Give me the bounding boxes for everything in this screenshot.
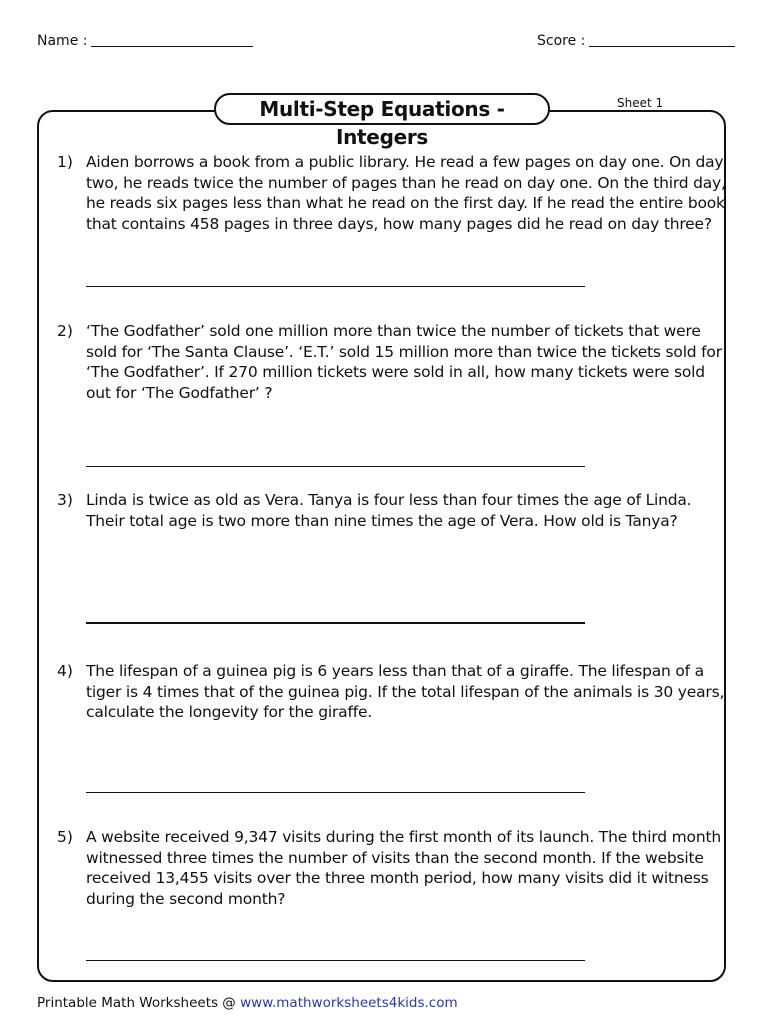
name-field: [37, 33, 253, 49]
score-blank-line: [589, 46, 735, 47]
answer-line-4: [86, 792, 585, 793]
answer-line-3: [86, 622, 585, 624]
answer-line-2: [86, 466, 585, 467]
question-number: 1): [57, 153, 73, 171]
answer-line-5: [86, 960, 585, 961]
question-number: 5): [57, 828, 73, 846]
footer-link[interactable]: www.mathworksheets4kids.com: [240, 995, 458, 1011]
answer-line-1: [86, 286, 585, 287]
question-text: The lifespan of a guinea pig is 6 years less than that of a giraffe. The lifespan of a tiger is 4 times that of the guinea pig. If the total lifespan of the animals is 30 years, calculate the longevity for the giraffe.: [86, 662, 725, 721]
sheet-label: Sheet 1: [617, 96, 664, 110]
name-label: Name :: [37, 33, 88, 49]
question-text: ‘The Godfather’ sold one million more than twice the number of tickets that were sold for ‘The Santa Clause’. ‘E.T.’ sold 15 million more than twice the tickets sold for ‘The Godfather’. If 270 million tickets were sold in all, how many tickets were sold out for ‘The Godfather’ ?: [86, 322, 722, 402]
footer: [37, 995, 458, 1011]
score-field: [537, 33, 735, 49]
score-label: Score :: [537, 33, 586, 49]
footer-prefix: Printable Math Worksheets @: [37, 995, 241, 1011]
question-number: 4): [57, 662, 73, 680]
question-text: Linda is twice as old as Vera. Tanya is four less than four times the age of Linda. Their total age is two more than nine times the age of Vera. How old is Tanya?: [86, 491, 692, 530]
question-text: Aiden borrows a book from a public library. He read a few pages on day one. On day two, he reads twice the number of pages than he read on day one. On the third day, he reads six pages less than what he read on the first day. If he read the entire book that contains 458 pages in three days, how many pages did he read on day three?: [86, 153, 726, 233]
name-blank-line: [91, 46, 253, 47]
question-number: 3): [57, 491, 73, 509]
question-number: 2): [57, 322, 73, 340]
question-text: A website received 9,347 visits during the first month of its launch. The third month witnessed three times the number of visits than the second month. If the website received 13,455 visits over the three month period, how many visits did it witness during the second month?: [86, 828, 721, 908]
worksheet-title: Multi-Step Equations - Integers: [214, 93, 550, 125]
